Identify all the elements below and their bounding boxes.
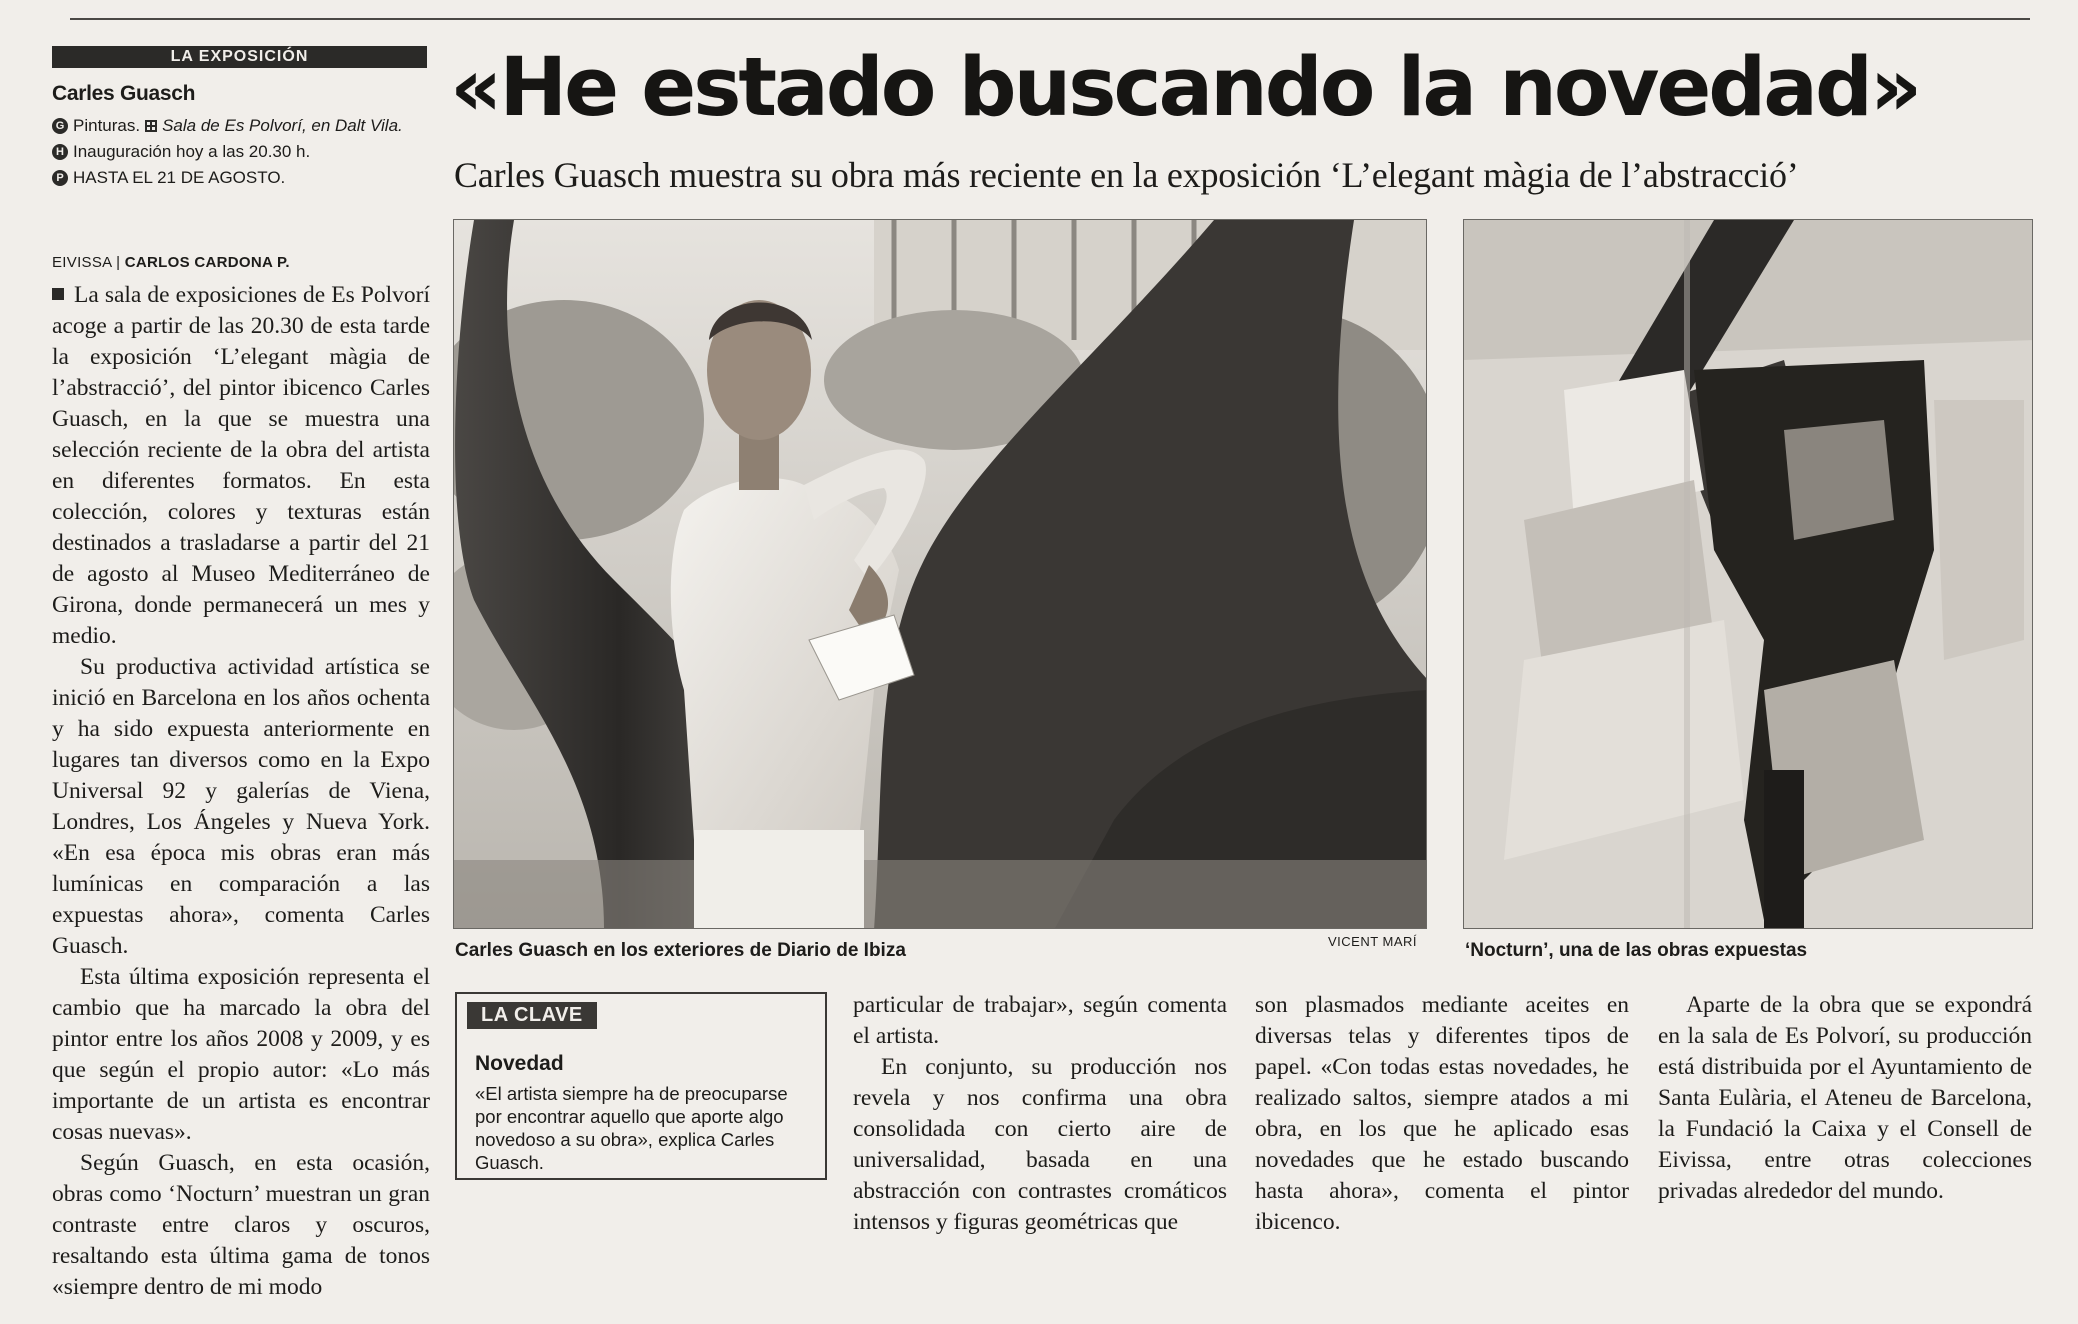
article-column-2 <box>853 990 1227 1238</box>
info-until: HASTA EL 21 DE AGOSTO. <box>73 168 286 187</box>
painting-caption: ‘Nocturn’, una de las obras expuestas <box>1465 940 1808 961</box>
byline <box>52 254 290 271</box>
lead-square-icon <box>52 288 64 300</box>
info-type: Pinturas. <box>73 116 141 135</box>
paragraph-8: Aparte de la obra que se expondrá en la sala de Es Polvorí, su producción está distribuida por el Ayuntamiento de Santa Eulària, el Ateneu de Barcelona, la Fundació la Caixa y el Consell de Eivissa, entre otras colecciones privadas alrededor del mundo. <box>1658 992 2032 1204</box>
info-venue: Sala de Es Polvorí, en Dalt Vila. <box>162 116 403 135</box>
la-clave-tag: LA CLAVE <box>467 1002 597 1029</box>
la-clave-box <box>455 992 827 1180</box>
palette-icon: G <box>52 118 68 134</box>
paragraph-1 <box>52 280 430 652</box>
byline-place: EIVISSA | <box>52 254 121 271</box>
la-clave-title: Novedad <box>475 1052 564 1075</box>
paragraph-1-text: La sala de exposiciones de Es Polvorí acoge a partir de las 20.30 de esta tarde la exposición ‘L’elegant màgia de l’abstracció’, del pintor ibicenco Carles Guasch, en la que se muestra una selección reciente de la obra del artista en diferentes formatos. En esta colección, colores y texturas están destinados a trasladarse a partir del 21 de agosto al Museo Mediterráneo de Girona, donde permanecerá un mes y medio. <box>52 282 430 649</box>
info-until-line <box>52 168 285 188</box>
paragraph-3: Esta última exposición representa el cambio que ha marcado la obra del pintor entre los años 2008 y 2009, y es que según el propio autor: «Lo más importante de un artista es encontrar cosas nuevas». <box>52 964 430 1145</box>
clock-icon: H <box>52 144 68 160</box>
painting-nocturn <box>1464 220 2033 929</box>
info-opening-line <box>52 142 310 162</box>
la-clave-quote: «El artista siempre ha de preocuparse por encontrar aquello que aporte algo novedoso a su obra», explica Carles Guasch. <box>475 1083 788 1173</box>
paragraph-2: Su productiva actividad artística se inició en Barcelona en los años ochenta y ha sido expuesta anteriormente en lugares tan diversos como en la Expo Universal 92 y galerías de Viena, Londres, Los Ángeles y Nueva York. «En esa época mis obras eran más lumínicas en comparación a las expuestas ahora», comenta Carles Guasch. <box>52 654 430 959</box>
article-column-3 <box>1255 990 1629 1238</box>
section-label: LA EXPOSICIÓN <box>52 46 427 68</box>
photo-credit: VICENT MARÍ <box>1328 934 1418 949</box>
calendar-icon: P <box>52 170 68 186</box>
info-opening: Inauguración hoy a las 20.30 h. <box>73 142 311 161</box>
article-column-1 <box>52 280 430 1303</box>
photo-artist-sculpture <box>454 220 1427 929</box>
main-photo-caption: Carles Guasch en los exteriores de Diario de Ibiza <box>455 940 906 961</box>
venue-icon <box>145 120 157 132</box>
top-rule <box>70 18 2030 20</box>
paragraph-4: Según Guasch, en esta ocasión, obras como ‘Nocturn’ muestran un gran contraste entre claros y oscuros, resaltando esta última gama de tonos «siempre dentro de mi modo <box>52 1150 430 1300</box>
painting-photo <box>1463 219 2033 929</box>
article-column-4 <box>1658 990 2032 1207</box>
byline-author: CARLOS CARDONA P. <box>124 254 290 271</box>
subhead: Carles Guasch muestra su obra más reciente en la exposición ‘L’elegant màgia de l’abstracció’ <box>454 155 1799 195</box>
paragraph-7: son plasmados mediante aceites en diversas telas y diferentes tipos de papel. «Con todas estas novedades, he realizado saltos, siempre atados a mi obra, en los que he aplicado esas novedades que he estado buscando hasta ahora», comenta el pintor ibicenco. <box>1255 992 1629 1235</box>
info-type-line <box>52 116 403 136</box>
paragraph-5: particular de trabajar», según comenta el artista. <box>853 992 1227 1049</box>
artist-name: Carles Guasch <box>52 82 196 105</box>
headline: «He estado buscando la novedad» <box>450 41 1920 135</box>
paragraph-6: En conjunto, su producción nos revela y nos confirma una obra consolidada con cierto aire de universalidad, basada en una abstracción con contrastes cromáticos intensos y figuras geométricas que <box>853 1054 1227 1235</box>
main-photo <box>453 219 1427 929</box>
